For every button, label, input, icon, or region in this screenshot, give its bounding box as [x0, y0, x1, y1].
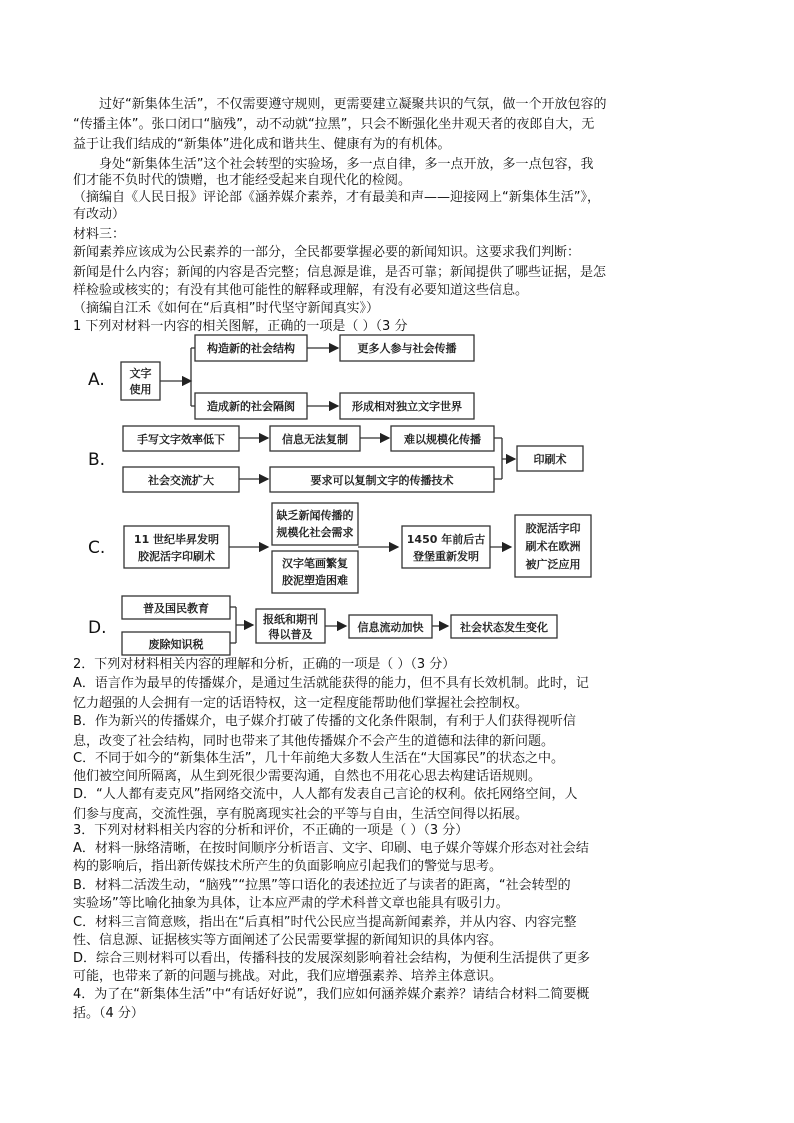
text-line: 益于让我们结成的“新集体”进化成和谐共生、健康有为的有机体。	[73, 137, 451, 152]
text-line: 材料三：	[73, 227, 126, 242]
question-1-stem: 1 下列对材料一内容的相关图解，正确的一项是（ ）（3 分	[73, 319, 408, 334]
c-box-5-text: 胶泥活字印	[525, 522, 581, 535]
option-b-label: B.	[88, 450, 106, 470]
text-line: D．综合三则材料可以看出，传播科技的发展深刻影响着社会结构，为便利生活提供了更多	[73, 951, 591, 966]
text-line: B．材料二活泼生动，“脑残”“拉黑”等口语化的表述拉近了与读者的距离，“社会转型的	[73, 878, 571, 893]
question-3-stem: 3．下列对材料相关内容的分析和评价，不正确的一项是（ ）（3 分）	[73, 823, 469, 838]
a-box-4-text: 形成相对独立文字世界	[352, 400, 462, 413]
text-line: 们参与度高，交流性强，享有脱离现实社会的平等与自由，生活空间得以拓展。	[73, 807, 529, 822]
text-line: C．材料三言简意赅，指出在“后真相”时代公民应当提高新闻素养，并从内容、内容完整	[73, 915, 577, 930]
c-box-5-text: 被广泛应用	[525, 558, 581, 571]
d-box-3-text: 得以普及	[268, 628, 313, 641]
b-box-2-text: 信息无法复制	[282, 433, 348, 446]
text-line: （摘编自《人民日报》评论部《涵养媒介素养，才有最美和声——迎接网上“新集体生活”》，	[73, 190, 600, 205]
c-box-2-text: 规模化社会需求	[276, 526, 354, 539]
a-box-1-text: 构造新的社会结构	[207, 342, 295, 355]
text-line: 身处“新集体生活”这个社会转型的实验场，多一点自律，多一点开放，多一点包容，我	[73, 157, 594, 172]
text-line: 过好“新集体生活”，不仅需要遵守规则，更需要建立凝聚共识的气氛，做一个开放包容的	[73, 97, 607, 112]
diagram-option-a	[88, 335, 474, 419]
text-line: 可能，也带来了新的问题与挑战。对此，我们应增强素养、培养主体意识。	[73, 969, 503, 984]
a-box-source-text: 文字	[129, 367, 152, 380]
text-line: 性、信息源、证据核实等方面阐述了公民需要掌握的新闻知识的具体内容。	[73, 933, 503, 948]
text-line: 构的影响后，指出新传媒技术所产生的负面影响应引起我们的警觉与思考。	[73, 859, 503, 874]
b-box-3-text: 难以规模化传播	[404, 433, 481, 446]
text-line: 有改动）	[73, 207, 126, 222]
b-box-4-text: 社会交流扩大	[148, 474, 214, 487]
text-line: 忆力超强的人会拥有一定的话语特权，这一定程度能帮助他们掌握社会控制权。	[73, 696, 529, 711]
d-box-3-text: 报纸和期刊	[263, 613, 318, 626]
c-box-4-text: 登堡重新发明	[413, 550, 479, 563]
a-box-source-text: 使用	[129, 383, 152, 396]
text-line: 他们被空间所隔离，从生到死很少需要沟通，自然也不用花心思去构建话语规则。	[73, 769, 542, 784]
text-line: 新闻是什么内容；新闻的内容是否完整；信息源是谁，是否可靠；新闻提供了哪些证据，是怎	[73, 265, 607, 280]
c-box-2-text: 缺乏新闻传播的	[276, 509, 354, 522]
option-c-label: C.	[88, 538, 106, 558]
question-4-stem: 4．为了在“新集体生活”中“有话好好说”，我们应如何涵养媒介素养？请结合材料二简要概	[73, 987, 590, 1002]
d-box-2-text: 废除知识税	[148, 638, 204, 651]
c-box-4-text: 1450 年前后古	[406, 533, 486, 546]
text-line: 们才能不负时代的馈赠，也才能经受起来自现代化的检阅。	[73, 173, 412, 188]
a-box-3-text: 造成新的社会隔阂	[207, 400, 295, 413]
d-box-4-text: 信息流动加快	[357, 621, 424, 634]
b-box-6-text: 印刷术	[533, 453, 567, 466]
c-box-1-text: 胶泥活字印刷术	[138, 550, 215, 563]
text-line: “传播主体”。张口闭口“脑残”，动不动就“拉黑”，只会不断强化坐井观天者的夜郎自大，无	[73, 117, 595, 132]
text-line: B．作为新兴的传播媒介，电子媒介打破了传播的文化条件限制，有利于人们获得视听信	[73, 714, 576, 729]
text-line: D．“人人都有麦克风”指网络交流中，人人都有发表自己言论的权利。依托网络空间，人	[73, 787, 578, 802]
text-line: （摘编自江禾《如何在“后真相”时代坚守新闻真实》）	[73, 301, 379, 316]
a-box-2-text: 更多人参与社会传播	[357, 342, 457, 355]
diagram-option-c	[88, 503, 591, 593]
text-line: A．材料一脉络清晰，在按时间顺序分析语言、文字、印刷、电子媒介等媒介形态对社会结	[73, 841, 589, 856]
text-line: 新闻素养应该成为公民素养的一部分，全民都要掌握必要的新闻知识。这要求我们判断：	[73, 245, 581, 260]
text-line: 括。（4 分）	[73, 1006, 144, 1021]
text-line: 息，改变了社会结构，同时也带来了其他传播媒介不会产生的道德和法律的新问题。	[73, 734, 555, 749]
option-a-label: A.	[88, 370, 105, 390]
text-line: A．语言作为最早的传播媒介，是通过生活就能获得的能力，但不具有长效机制。此时，记	[73, 676, 589, 691]
d-box-1-text: 普及国民教育	[143, 602, 209, 615]
c-box-1-text: 11 世纪毕昇发明	[133, 533, 220, 546]
c-box-3-text: 汉字笔画繁复	[282, 557, 348, 570]
d-box-5-text: 社会状态发生变化	[460, 621, 548, 634]
b-box-1-text: 手写文字效率低下	[137, 433, 225, 446]
b-box-5-text: 要求可以复制文字的传播技术	[310, 474, 454, 487]
diagram-option-d	[88, 596, 557, 655]
c-box-5-text: 刷术在欧洲	[525, 540, 581, 553]
text-line: C．不同于如今的“新集体生活”，几十年前绝大多数人生活在“大国寡民”的状态之中。	[73, 751, 565, 766]
text-line: 样检验或核实的；有没有其他可能性的解释或理解，有没有必要知道这些信息。	[73, 283, 529, 298]
question-2-stem: 2．下列对材料相关内容的理解和分析，正确的一项是（ ）（3 分）	[73, 657, 456, 672]
text-line: 实验场”等比喻化抽象为具体，让本应严肃的学术科普文章也能具有吸引力。	[73, 896, 509, 911]
c-box-3-text: 胶泥塑造困难	[282, 574, 348, 587]
option-d-label: D.	[88, 618, 107, 638]
diagram-option-b	[88, 426, 583, 492]
